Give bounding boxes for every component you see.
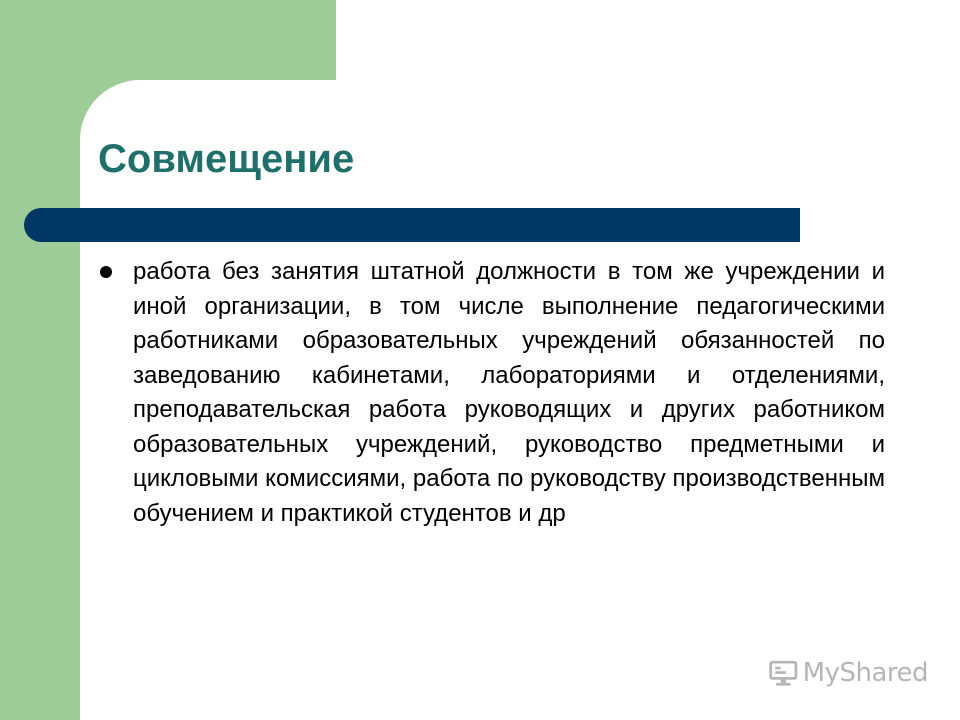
slide-title: Совмещение [98,137,355,181]
watermark-text: MyShared [802,658,928,688]
bullet-text: работа без занятия штатной должности в том же учреждении и иной организации, в том числе выполнение педагогическими работниками образовательных учреждений обязанностей по заведованию кабинетами, лабораториями и отделениями, преподавательская работа руководящих и других работником образовательных учреждений, руководство предметными и цикловыми комиссиями, работа по руководству производственным обучением и практикой студентов и др [133,258,885,527]
bullet-list [100,255,885,531]
bullet-item [100,255,885,531]
bullet-dot-icon [100,266,112,278]
title-underline-bar [24,208,800,242]
watermark-logo [768,653,928,693]
monitor-icon [768,656,799,690]
